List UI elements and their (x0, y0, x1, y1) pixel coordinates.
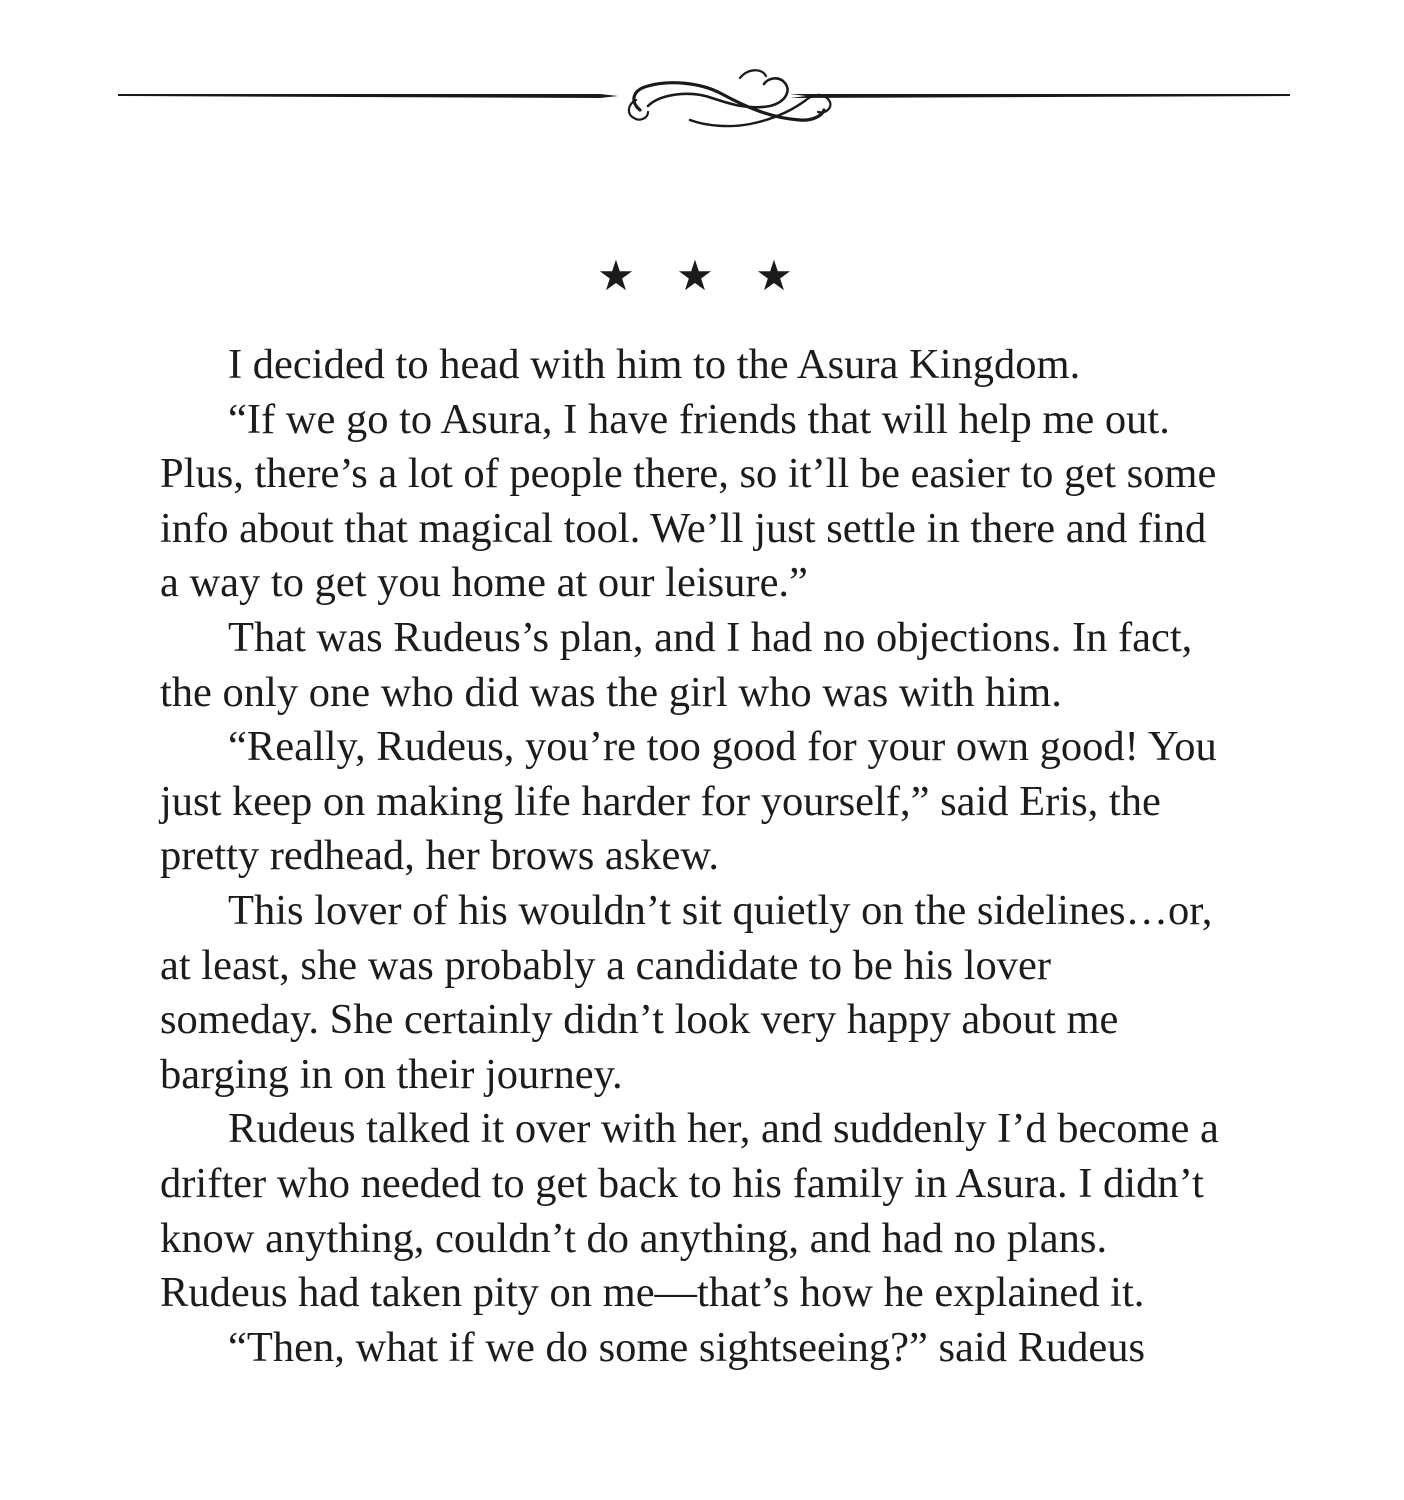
paragraph: Rudeus talked it over with her, and suddenly I’d become a drifter who needed to get back to his family in Asura. I didn’t know anything, couldn’t do anything, and had no plans. Rudeus had taken pity on me—that’s how he explained it. (160, 1105, 1219, 1317)
paragraph: “Really, Rudeus, you’re too good for your own good! You just keep on making life harder for yourself,” said Eris, the pretty redhead, her brows askew. (160, 723, 1217, 880)
paragraph-partial: “Then, what if we do some sightseeing?” said Rudeus (228, 1323, 1146, 1371)
scene-break-stars: ★ ★ ★ (597, 251, 807, 300)
flourish-ornament-icon (0, 60, 1404, 140)
body-text (160, 338, 1220, 1375)
paragraph: This lover of his wouldn’t sit quietly on the sidelines…or, at least, she was probably a candidate to be his lover someday. She certainly didn’t look very happy about me barging in on their journey. (160, 886, 1213, 1098)
paragraph: “If we go to Asura, I have friends that will help me out. Plus, there’s a lot of people there, so it’ll be easier to get some info about that magical tool. We’ll just settle in there and find a way to get you home at our leisure.” (160, 395, 1217, 607)
paragraph: I decided to head with him to the Asura Kingdom. (228, 341, 1081, 388)
paragraph: That was Rudeus’s plan, and I had no objections. In fact, the only one who did was the girl who was with him. (160, 613, 1193, 716)
